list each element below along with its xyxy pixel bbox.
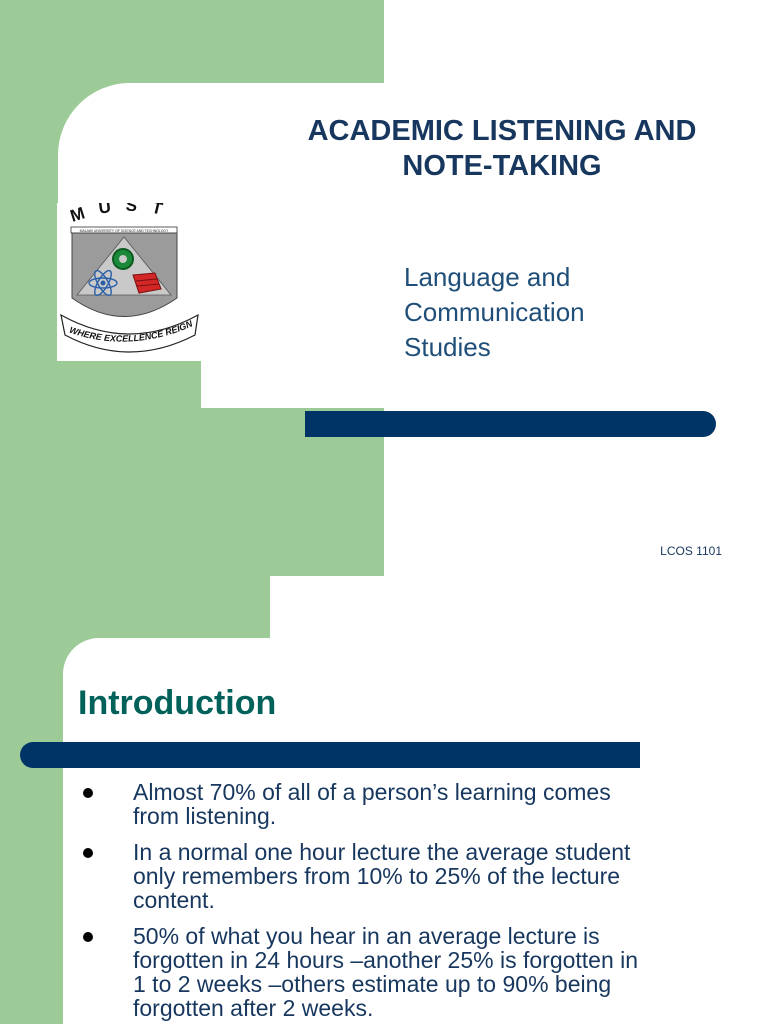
crest-icon	[57, 203, 202, 361]
divider-bar	[305, 411, 716, 437]
course-code: LCOS 1101	[660, 544, 722, 558]
bullet-icon	[83, 788, 93, 798]
bullet-line: only remembers from 10% to 25% of the lecture	[133, 863, 621, 889]
bullet-list	[80, 780, 720, 1024]
bullet-line: content.	[133, 887, 215, 913]
bullet-line: forgotten in 24 hours –another 25% is forgotten in	[133, 947, 639, 973]
presentation-title: ACADEMIC LISTENING AND NOTE-TAKING	[307, 115, 697, 182]
section-title: Introduction	[78, 684, 277, 722]
list-item	[80, 780, 720, 828]
logo-tiny-text: MALAWI UNIVERSITY OF SCIENCE AND TECHNOLOGY	[79, 229, 169, 233]
subtitle-line: Studies	[404, 332, 491, 362]
bullet-icon	[83, 932, 93, 942]
university-logo	[57, 203, 202, 361]
bullet-icon	[83, 848, 93, 858]
svg-text:MUST	[68, 203, 178, 226]
subtitle-line: Communication	[404, 297, 585, 327]
bullet-line: Almost 70% of all of a person’s learning comes	[133, 779, 611, 805]
slide-introduction	[0, 576, 768, 1024]
panel-notch	[201, 244, 384, 408]
bullet-line: 1 to 2 weeks –others estimate up to 90% being	[133, 971, 612, 997]
subtitle-line: Language and	[404, 262, 571, 292]
list-item	[80, 840, 720, 912]
logo-top-text: MUST	[67, 203, 179, 226]
list-item	[80, 924, 720, 1020]
bullet-line: In a normal one hour lecture the average student	[133, 839, 631, 865]
bullet-line: from listening.	[133, 803, 277, 829]
bullet-line: forgotten after 2 weeks.	[133, 995, 374, 1021]
logo-banner-text: WHERE EXCELLENCE REIGN	[68, 318, 194, 344]
divider-bar	[20, 742, 640, 768]
bullet-line: 50% of what you hear in an average lecture is	[133, 923, 600, 949]
subtitle	[404, 260, 704, 365]
